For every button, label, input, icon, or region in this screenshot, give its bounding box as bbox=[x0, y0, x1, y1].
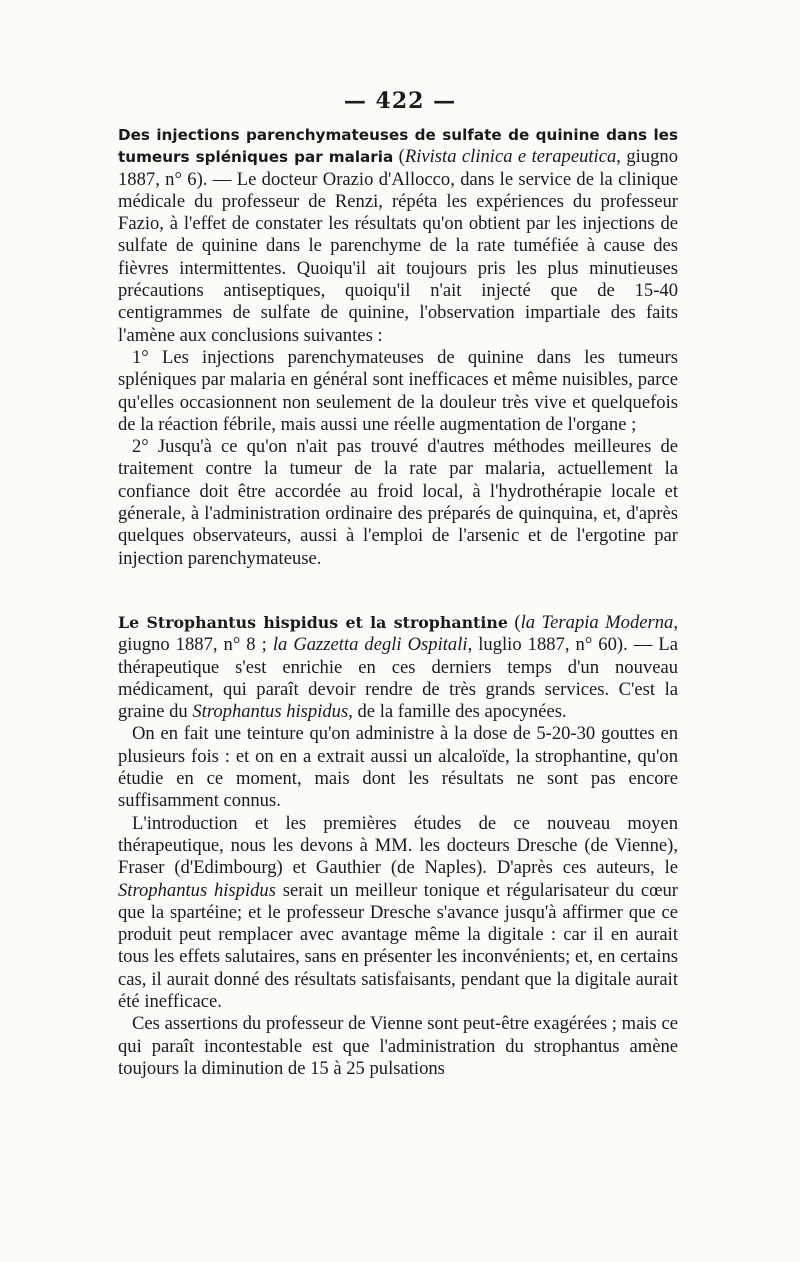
journal-title: la Gazzetta degli Ospitali bbox=[272, 634, 468, 656]
journal-title: Rivista clinica e terapeutica bbox=[404, 146, 617, 168]
article-2-intro: Le Strophantus hispidus et la strophantine (la Terapia Moderna, giugno 1887, n° 8 ; la Gazzetta degli Ospitali, luglio 1887, n° 60). — La thérapeutique s'est enrichie en ces derniers temps d'un nouveau médicament, qui paraît devoir rendre de très grands services. C'est la graine du Strophantus hispidus, de la famille des apocynées. bbox=[118, 612, 679, 723]
article-1-intro: Des injections parenchymateuses de sulfate de quinine dans les tumeurs spléniques par malaria (Rivista clinica e terapeutica, giugno 1887, n° 6). — Le docteur Orazio d'Allocco, dans le service de la clinique médicale du professeur de Renzi, répéta les expériences du professeur Fazio, à l'effet de constater les résultats qu'on obtient par les injections de sulfate de quinine dans le parenchyme de la rate tuméfiée à cause des fièvres intermittentes. Quoiqu'il ait toujours pris les plus minutieuses précautions antiseptiques, quoiqu'il n'ait injecté que de 15-40 centigrammes de sulfate de quinine, l'observation impartiale des faits l'amène aux conclusions suivantes : bbox=[118, 126, 678, 346]
citation: , giugno 1887, n° 6). bbox=[118, 146, 678, 190]
page-number: — 422 — bbox=[343, 88, 457, 114]
article-2-heading: Le Strophantus hispidus et la strophantine bbox=[118, 613, 508, 632]
species-name: Strophantus hispidus bbox=[118, 879, 276, 901]
paragraph: Ces assertions du professeur de Vienne sont peut-être exagérées ; mais ce qui paraît incontestable est que l'administration du strophantus amène toujours la diminution de 15 à 25 pulsations bbox=[118, 1013, 678, 1079]
journal-title: la Terapia Moderna bbox=[520, 612, 674, 633]
paragraph: On en fait une teinture qu'on administre à la dose de 5-20-30 gouttes en plusieurs fois : et on en a extrait aussi un alcaloïde, la strophantine, qu'on étudie en ce moment, mais dont les résultats ne sont pas encore suffisamment connus. bbox=[118, 723, 678, 812]
citation: , giugno 1887, n° 8 ; bbox=[118, 612, 679, 656]
conclusion-1: 1° Les injections parenchymateuses de quinine dans les tumeurs spléniques par malaria en général sont inefficaces et même nuisibles, parce qu'elles occasionnent non seulement de la douleur très vive et quelquefois de la réaction fébrile, mais aussi une réelle augmentation de l'organe ; bbox=[118, 346, 678, 435]
article-quinine-injections bbox=[118, 124, 678, 570]
article-1-heading: Des injections parenchymateuses de sulfate de quinine dans les tumeurs spléniques par malaria bbox=[118, 126, 678, 167]
species-name: Strophantus hispidus bbox=[192, 701, 349, 723]
conclusion-2: 2° Jusqu'à ce qu'on n'ait pas trouvé d'autres méthodes meilleures de traitement contre la tumeur de la rate par malaria, actuellement la confiance doit être accordée au froid local, à l'hydrothérapie locale et génerale, à l'administration ordinaire des préparés de quinquina, et, d'après quelques observateurs, aussi à l'emploi de l'arsenic et de l'ergotine par injection parenchymateuse. bbox=[118, 436, 678, 569]
article-strophantus bbox=[118, 612, 678, 1080]
citation: , luglio 1887, n° 60). bbox=[467, 634, 628, 656]
paragraph: L'introduction et les premières études de ce nouveau moyen thérapeutique, nous les devons à MM. les docteurs Dresche (de Vienne), Fraser (d'Edimbourg) et Gauthier (de Naples). D'après ces auteurs, le Strophantus hispidus serait un meilleur tonique et régularisateur du cœur que la spartéine; et le professeur Dresche s'avance jusqu'à affirmer que ce produit peut remplacer avec avantage même la digitale : car il en aurait tous les effets salutaires, sans en présenter les inconvénients; et, en certains cas, il aurait donné des résultats satisfaisants, pendant que la digitale aurait été inefficace. bbox=[118, 812, 678, 1013]
